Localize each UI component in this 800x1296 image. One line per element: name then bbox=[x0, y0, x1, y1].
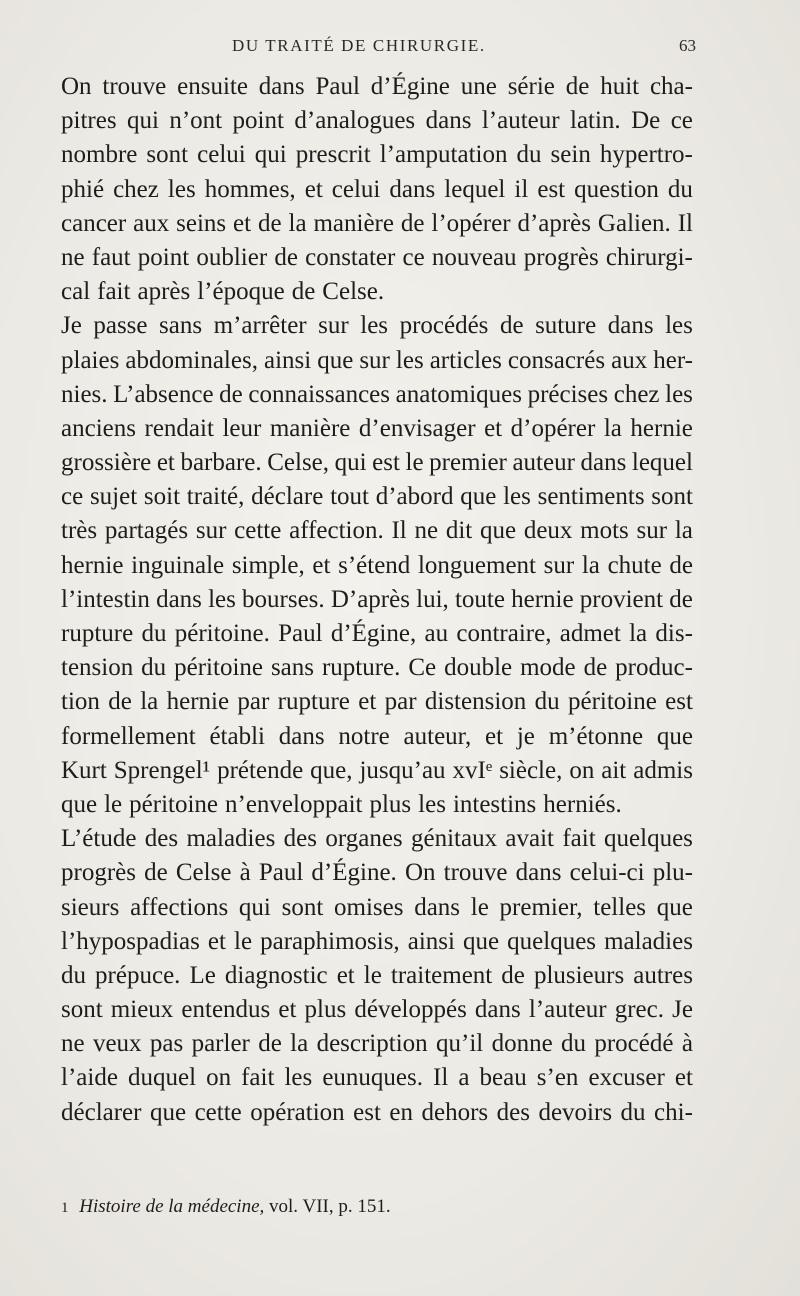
text-line: l’aide duquel on fait les eunuques. Il a beau s’en excuser et bbox=[61, 1064, 693, 1092]
text-line: sieurs affections qui sont omises dans le premier, telles que bbox=[61, 893, 693, 921]
text-line: anciens rendait leur manière d’envisager et d’opérer la hernie bbox=[61, 414, 693, 442]
text-line: cal fait après l’époque de Celse. bbox=[61, 278, 385, 306]
footnote-source-title: Histoire de la médecine, bbox=[79, 1196, 265, 1217]
text-line: L’étude des maladies des organes génitaux avait fait quelques bbox=[61, 825, 693, 853]
text-line: que le péritoine n’enveloppait plus les intestins herniés. bbox=[61, 790, 622, 818]
text-line: ne veux pas parler de la description qu’il donne du procédé à bbox=[61, 1030, 693, 1058]
text-line: tension du péritoine sans rupture. Ce double mode de produc- bbox=[61, 654, 693, 682]
text-line: plaies abdominales, ainsi que sur les articles consacrés aux her- bbox=[61, 346, 693, 374]
text-line: Je passe sans m’arrêter sur les procédés de suture dans les bbox=[61, 312, 693, 340]
text-line: Kurt Sprengel¹ prétende que, jusqu’au xvIᵉ siècle, on ait admis bbox=[61, 756, 693, 784]
text-line: l’intestin dans les bourses. D’après lui, toute hernie provient de bbox=[61, 585, 693, 613]
text-line: hernie inguinale simple, et s’étend longuement sur la chute de bbox=[61, 551, 693, 579]
text-line: formellement établi dans notre auteur, et je m’étonne que bbox=[61, 722, 693, 750]
text-line: l’hypospadias et le paraphimosis, ainsi que quelques maladies bbox=[61, 927, 693, 955]
text-line: phié chez les hommes, et celui dans lequel il est question du bbox=[61, 175, 693, 203]
text-line: du prépuce. Le diagnostic et le traitement de plusieurs autres bbox=[61, 961, 693, 989]
text-line: très partagés sur cette affection. Il ne dit que deux mots sur la bbox=[61, 517, 693, 545]
text-line: nies. L’absence de connaissances anatomiques précises chez les bbox=[61, 380, 693, 408]
text-line: nombre sont celui qui prescrit l’amputation du sein hypertro- bbox=[61, 141, 693, 169]
text-line: sont mieux entendus et plus développés dans l’auteur grec. Je bbox=[61, 996, 693, 1024]
text-line: grossière et barbare. Celse, qui est le premier auteur dans lequel bbox=[61, 449, 693, 477]
text-line: ce sujet soit traité, déclare tout d’abord que les sentiments sont bbox=[61, 483, 693, 511]
page-number: 63 bbox=[679, 36, 696, 55]
footnote-reference: vol. VII, p. 151. bbox=[269, 1196, 391, 1217]
text-line: pitres qui n’ont point d’analogues dans l’auteur latin. De ce bbox=[61, 107, 693, 135]
text-line: On trouve ensuite dans Paul d’Égine une série de huit cha- bbox=[61, 73, 693, 100]
footnote-mark: 1 bbox=[61, 1200, 69, 1216]
footnote bbox=[61, 1196, 693, 1218]
page-header bbox=[0, 30, 800, 60]
text-line: tion de la hernie par rupture et par distension du péritoine est bbox=[61, 688, 693, 716]
text-line: progrès de Celse à Paul d’Égine. On trouve dans celui-ci plu- bbox=[61, 859, 693, 887]
running-title: DU TRAITÉ DE CHIRURGIE. bbox=[232, 36, 486, 55]
text-line: rupture du péritoine. Paul d’Égine, au contraire, admet la dis- bbox=[61, 620, 693, 647]
text-line: déclarer que cette opération est en dehors des devoirs du chi- bbox=[61, 1098, 693, 1126]
body-text bbox=[61, 70, 693, 1130]
text-line: cancer aux seins et de la manière de l’opérer d’après Galien. Il bbox=[61, 209, 693, 237]
text-line: ne faut point oublier de constater ce nouveau progrès chirurgi- bbox=[61, 243, 693, 271]
